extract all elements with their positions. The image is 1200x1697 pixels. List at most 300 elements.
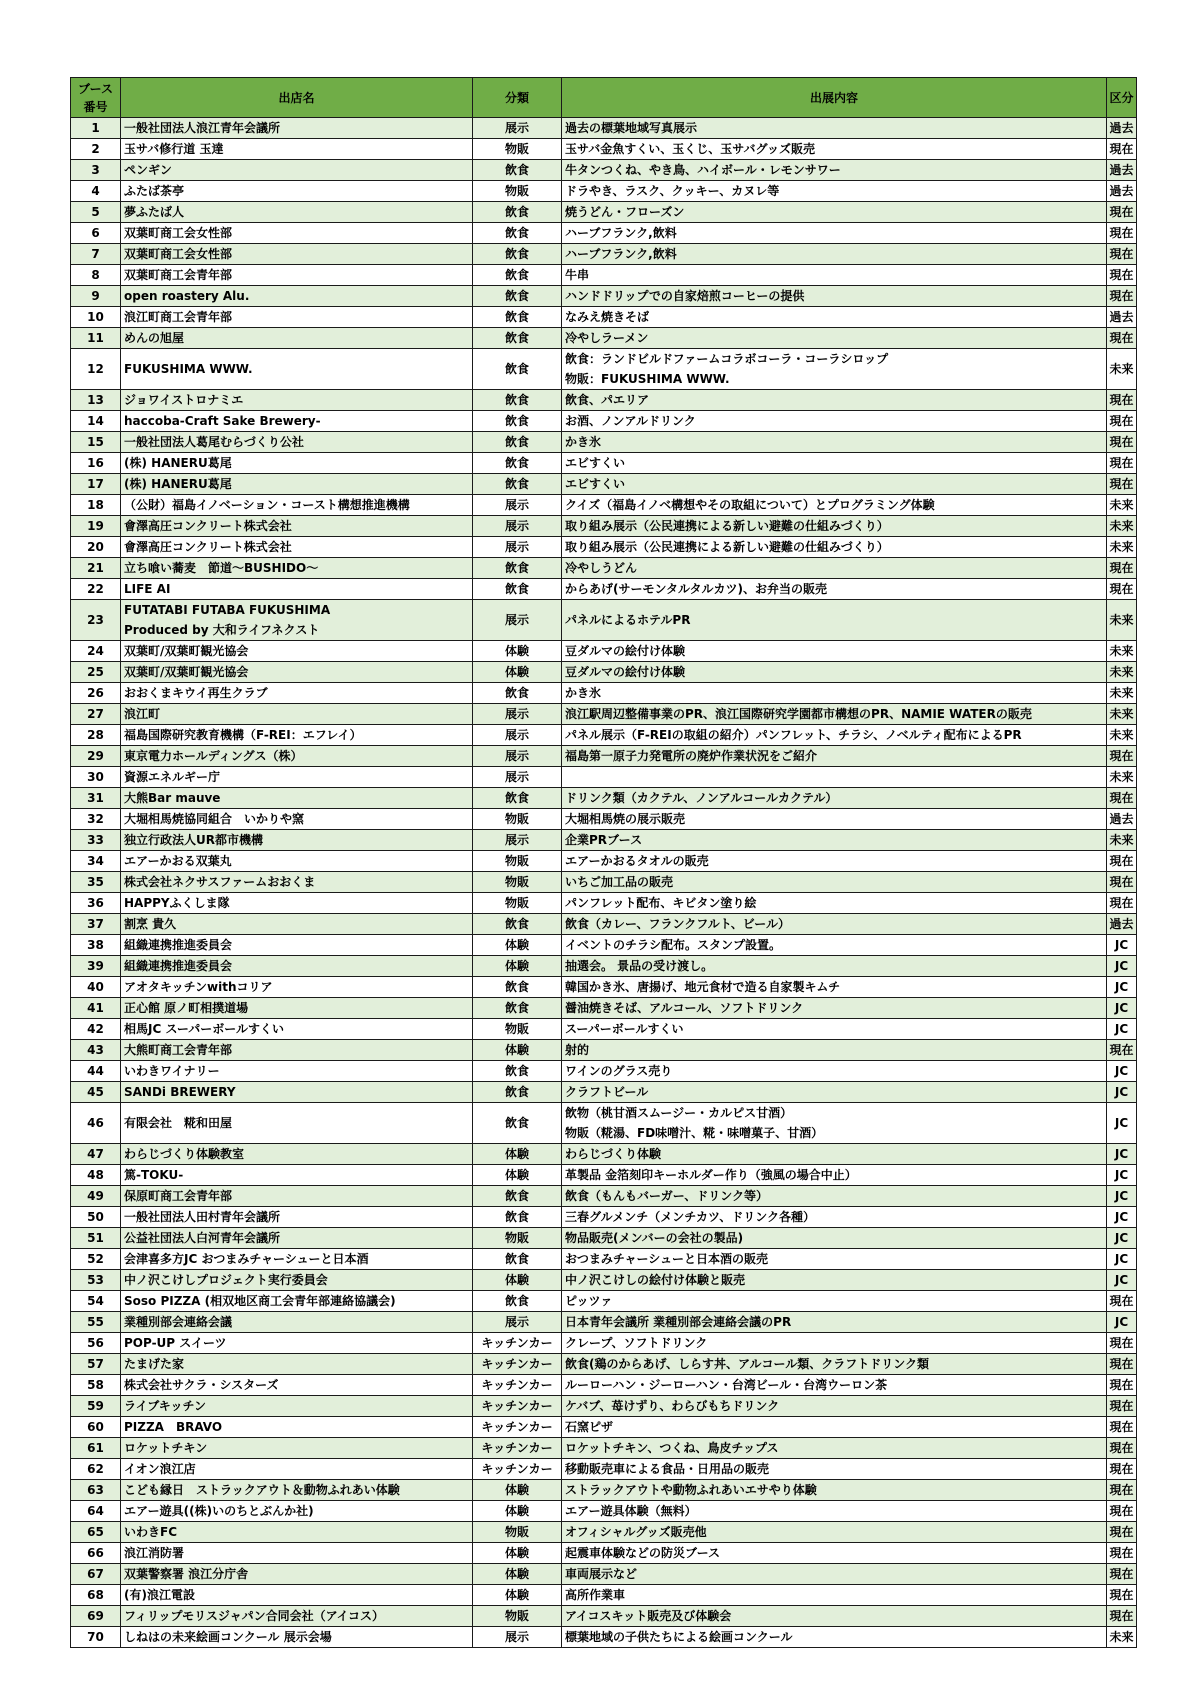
table-row <box>71 1040 1137 1061</box>
header-division: 区分 <box>1107 78 1137 118</box>
store-name-cell <box>121 893 473 914</box>
category-cell: 飲食 <box>473 977 562 998</box>
content-line: ハーブフランク,飲料 <box>565 226 677 240</box>
division-cell: 過去 <box>1107 809 1137 830</box>
category-cell: 展示 <box>473 1312 562 1333</box>
store-name-line: しねはの未来絵画コンクール 展示会場 <box>124 1630 332 1644</box>
booth-number-cell: 60 <box>71 1417 121 1438</box>
content-line: 福島第一原子力発電所の廃炉作業状況をご紹介 <box>565 749 818 763</box>
content-cell <box>562 704 1107 725</box>
content-cell <box>562 1459 1107 1480</box>
table-row <box>71 1270 1137 1291</box>
booth-number-cell: 66 <box>71 1543 121 1564</box>
division-cell: 現在 <box>1107 1480 1137 1501</box>
division-cell: 未来 <box>1107 725 1137 746</box>
store-name-cell <box>121 1186 473 1207</box>
category-cell: 体験 <box>473 1165 562 1186</box>
store-name-cell <box>121 1291 473 1312</box>
content-line: ドリンク類（カクテル、ノンアルコールカクテル） <box>565 791 838 805</box>
category-cell: キッチンカー <box>473 1354 562 1375</box>
table-row <box>71 411 1137 432</box>
content-cell <box>562 139 1107 160</box>
category-cell: 飲食 <box>473 474 562 495</box>
booth-number-cell: 11 <box>71 328 121 349</box>
store-name-line: ジョワイストロナミエ <box>124 393 244 407</box>
content-line: 物品販売(メンバーの会社の製品) <box>565 1231 744 1245</box>
table-row <box>71 1501 1137 1522</box>
content-cell <box>562 1312 1107 1333</box>
content-cell <box>562 516 1107 537</box>
content-cell <box>562 474 1107 495</box>
content-line: お酒、ノンアルドリンク <box>565 414 696 428</box>
category-cell: 体験 <box>473 1585 562 1606</box>
content-line: 物販（糀湯、FD味噌汁、糀・味噌菓子、甘酒） <box>565 1126 824 1140</box>
store-name-cell <box>121 1165 473 1186</box>
booth-number-cell: 27 <box>71 704 121 725</box>
division-cell: JC <box>1107 998 1137 1019</box>
content-line: 抽選会。 景品の受け渡し。 <box>565 959 714 973</box>
store-name-line: 組織連携推進委員会 <box>124 938 233 952</box>
division-cell: 未来 <box>1107 1627 1137 1648</box>
store-name-line: SANDi BREWERY <box>124 1085 236 1099</box>
category-cell: 物販 <box>473 181 562 202</box>
content-line: パネルによるホテルPR <box>565 613 691 627</box>
category-cell: 飲食 <box>473 788 562 809</box>
content-cell <box>562 223 1107 244</box>
store-name-line: 一般社団法人浪江青年会議所 <box>124 121 281 135</box>
category-cell: 物販 <box>473 1606 562 1627</box>
booth-number-cell: 59 <box>71 1396 121 1417</box>
table-row <box>71 872 1137 893</box>
booth-number-cell: 25 <box>71 662 121 683</box>
content-cell <box>562 265 1107 286</box>
store-name-line: ふたば茶亭 <box>124 184 185 198</box>
booth-number-cell: 10 <box>71 307 121 328</box>
store-name-cell <box>121 1061 473 1082</box>
booth-number-cell: 47 <box>71 1144 121 1165</box>
table-row <box>71 641 1137 662</box>
store-name-line: haccoba-Craft Sake Brewery- <box>124 414 321 428</box>
table-row <box>71 432 1137 453</box>
store-name-cell <box>121 935 473 956</box>
store-name-line: 双葉町商工会女性部 <box>124 247 233 261</box>
store-name-line: 双葉町/双葉町観光協会 <box>124 665 249 679</box>
category-cell: 飲食 <box>473 683 562 704</box>
category-cell: 飲食 <box>473 286 562 307</box>
store-name-cell <box>121 704 473 725</box>
content-cell <box>562 893 1107 914</box>
store-name-line: エアー遊具((株)いのちとぶんか社) <box>124 1504 314 1518</box>
division-cell: 現在 <box>1107 1564 1137 1585</box>
store-name-cell <box>121 1459 473 1480</box>
content-cell <box>562 1040 1107 1061</box>
category-cell: キッチンカー <box>473 1375 562 1396</box>
table-row <box>71 1249 1137 1270</box>
table-row <box>71 1564 1137 1585</box>
table-row <box>71 788 1137 809</box>
store-name-cell <box>121 349 473 390</box>
booth-number-cell: 24 <box>71 641 121 662</box>
category-cell: 体験 <box>473 956 562 977</box>
division-cell: 現在 <box>1107 1040 1137 1061</box>
division-cell: 現在 <box>1107 788 1137 809</box>
header-number-label: 番号 <box>83 99 108 114</box>
store-name-line: 立ち喰い蕎麦 節道～BUSHIDO～ <box>124 561 319 575</box>
content-line: 三春グルメンチ（メンチカツ、ドリンク各種） <box>565 1210 815 1224</box>
content-cell <box>562 1333 1107 1354</box>
table-row <box>71 1082 1137 1103</box>
table-row <box>71 683 1137 704</box>
store-name-cell <box>121 662 473 683</box>
content-cell <box>562 1144 1107 1165</box>
booth-number-cell: 17 <box>71 474 121 495</box>
booth-number-cell: 35 <box>71 872 121 893</box>
content-line: 高所作業車 <box>565 1588 626 1602</box>
store-name-line: （公財）福島イノベーション・コースト構想推進機構 <box>124 498 410 512</box>
header-booth-label: ブース <box>77 81 114 96</box>
header-store-name: 出店名 <box>121 78 473 118</box>
content-cell <box>562 286 1107 307</box>
category-cell: 飲食 <box>473 160 562 181</box>
booth-number-cell: 63 <box>71 1480 121 1501</box>
booth-number-cell: 40 <box>71 977 121 998</box>
division-cell: 現在 <box>1107 746 1137 767</box>
division-cell: JC <box>1107 1019 1137 1040</box>
content-line: 醤油焼きそば、アルコール、ソフトドリンク <box>565 1001 804 1015</box>
content-cell <box>562 914 1107 935</box>
exhibitor-list <box>70 77 1136 1648</box>
table-row <box>71 662 1137 683</box>
content-line: ロケットチキン、つくね、鳥皮チップス <box>565 1441 779 1455</box>
division-cell: 過去 <box>1107 914 1137 935</box>
booth-number-cell: 34 <box>71 851 121 872</box>
store-name-line: 相馬JC スーパーボールすくい <box>124 1022 285 1036</box>
category-cell: 飲食 <box>473 453 562 474</box>
content-line: 焼うどん・フローズン <box>565 205 685 219</box>
content-line: 豆ダルマの絵付け体験 <box>565 644 686 658</box>
store-name-line: 一般社団法人田村青年会議所 <box>124 1210 281 1224</box>
division-cell: 未来 <box>1107 662 1137 683</box>
table-row <box>71 453 1137 474</box>
content-line: 革製品 金箔刻印キーホルダー作り（強風の場合中止） <box>565 1168 857 1182</box>
content-line: ケバブ、苺けずり、わらびもちドリンク <box>565 1399 780 1413</box>
content-line: 移動販売車による食品・日用品の販売 <box>565 1462 770 1476</box>
table-row <box>71 495 1137 516</box>
booth-number-cell: 12 <box>71 349 121 390</box>
store-name-line: 東京電力ホールディングス（株） <box>124 749 303 763</box>
booth-number-cell: 54 <box>71 1291 121 1312</box>
table-row <box>71 746 1137 767</box>
store-name-line: 正心館 原ノ町相撲道場 <box>124 1001 249 1015</box>
store-name-cell <box>121 286 473 307</box>
store-name-cell <box>121 788 473 809</box>
store-name-line: 業種別部会連絡会議 <box>124 1315 233 1329</box>
division-cell: JC <box>1107 1312 1137 1333</box>
table-row <box>71 1144 1137 1165</box>
category-cell: キッチンカー <box>473 1417 562 1438</box>
content-cell <box>562 1606 1107 1627</box>
store-name-line: 公益社団法人白河青年会議所 <box>124 1231 281 1245</box>
booth-number-cell: 15 <box>71 432 121 453</box>
division-cell: JC <box>1107 1270 1137 1291</box>
table-row <box>71 118 1137 139</box>
category-cell: 体験 <box>473 662 562 683</box>
table-row <box>71 307 1137 328</box>
store-name-line: PIZZA BRAVO <box>124 1420 223 1434</box>
division-cell: JC <box>1107 956 1137 977</box>
store-name-cell <box>121 307 473 328</box>
store-name-cell <box>121 1501 473 1522</box>
store-name-cell <box>121 118 473 139</box>
content-line: からあげ(サーモンタルタルカツ)、お弁当の販売 <box>565 582 828 596</box>
booth-number-cell: 37 <box>71 914 121 935</box>
content-cell <box>562 1522 1107 1543</box>
content-cell <box>562 1627 1107 1648</box>
booth-number-cell: 53 <box>71 1270 121 1291</box>
store-name-cell <box>121 328 473 349</box>
booth-number-cell: 36 <box>71 893 121 914</box>
category-cell: 展示 <box>473 746 562 767</box>
content-cell <box>562 349 1107 390</box>
store-name-cell <box>121 474 473 495</box>
division-cell: 未来 <box>1107 683 1137 704</box>
category-cell: 物販 <box>473 851 562 872</box>
table-row <box>71 1207 1137 1228</box>
category-cell: 体験 <box>473 1040 562 1061</box>
content-line: クレープ、ソフトドリンク <box>565 1336 708 1350</box>
booth-number-cell: 57 <box>71 1354 121 1375</box>
division-cell: JC <box>1107 1207 1137 1228</box>
division-cell: 現在 <box>1107 1333 1137 1354</box>
booth-number-cell: 56 <box>71 1333 121 1354</box>
store-name-line: 資源エネルギー庁 <box>124 770 221 784</box>
category-cell: キッチンカー <box>473 1438 562 1459</box>
store-name-cell <box>121 914 473 935</box>
booth-number-cell: 42 <box>71 1019 121 1040</box>
booth-number-cell: 18 <box>71 495 121 516</box>
booth-number-cell: 69 <box>71 1606 121 1627</box>
category-cell: 体験 <box>473 1543 562 1564</box>
table-row <box>71 1606 1137 1627</box>
store-name-line: 大堀相馬焼協同組合 いかりや窯 <box>124 812 305 826</box>
booth-number-cell: 58 <box>71 1375 121 1396</box>
table-row <box>71 1396 1137 1417</box>
store-name-cell <box>121 244 473 265</box>
division-cell: 未来 <box>1107 641 1137 662</box>
content-cell <box>562 1019 1107 1040</box>
store-name-line: FUTATABI FUTABA FUKUSHIMA <box>124 603 331 617</box>
table-row <box>71 558 1137 579</box>
category-cell: 飲食 <box>473 349 562 390</box>
content-line: 大堀相馬焼の展示販売 <box>565 812 686 826</box>
booth-number-cell: 6 <box>71 223 121 244</box>
content-line: 浪江駅周辺整備事業のPR、浪江国際研究学園都市構想のPR、NAMIE WATERの販売 <box>565 707 1032 721</box>
booth-number-cell: 32 <box>71 809 121 830</box>
booth-number-cell: 46 <box>71 1103 121 1144</box>
store-name-cell <box>121 411 473 432</box>
store-name-line: 會澤高圧コンクリート株式会社 <box>124 519 292 533</box>
store-name-line: Produced by 大和ライフネクスト <box>124 623 320 637</box>
store-name-cell <box>121 160 473 181</box>
content-cell <box>562 1270 1107 1291</box>
content-line: 過去の標葉地域写真展示 <box>565 121 698 135</box>
content-cell <box>562 935 1107 956</box>
table-row <box>71 579 1137 600</box>
category-cell: 展示 <box>473 516 562 537</box>
content-cell <box>562 1103 1107 1144</box>
category-cell: 飲食 <box>473 1186 562 1207</box>
booth-number-cell: 68 <box>71 1585 121 1606</box>
store-name-cell <box>121 1396 473 1417</box>
booth-number-cell: 22 <box>71 579 121 600</box>
store-name-line: POP-UP スイーツ <box>124 1336 227 1350</box>
booth-number-cell: 45 <box>71 1082 121 1103</box>
table-row <box>71 181 1137 202</box>
division-cell: 現在 <box>1107 453 1137 474</box>
table-row <box>71 349 1137 390</box>
content-cell <box>562 411 1107 432</box>
content-cell <box>562 872 1107 893</box>
content-line: なみえ焼きそば <box>565 310 650 324</box>
division-cell: 現在 <box>1107 328 1137 349</box>
category-cell: 飲食 <box>473 390 562 411</box>
category-cell: 展示 <box>473 118 562 139</box>
store-name-line: いわきFC <box>124 1525 178 1539</box>
content-line: 韓国かき氷、唐揚げ、地元食材で造る自家製キムチ <box>565 980 841 994</box>
category-cell: 飲食 <box>473 244 562 265</box>
store-name-cell <box>121 1333 473 1354</box>
booth-number-cell: 48 <box>71 1165 121 1186</box>
table-row <box>71 1627 1137 1648</box>
store-name-line: open roastery Alu. <box>124 289 250 303</box>
category-cell: 物販 <box>473 1522 562 1543</box>
booth-number-cell: 1 <box>71 118 121 139</box>
division-cell: 現在 <box>1107 1396 1137 1417</box>
division-cell: 現在 <box>1107 872 1137 893</box>
table-row <box>71 1354 1137 1375</box>
booth-number-cell: 3 <box>71 160 121 181</box>
division-cell: 現在 <box>1107 1291 1137 1312</box>
table-row <box>71 160 1137 181</box>
division-cell: 現在 <box>1107 390 1137 411</box>
booth-number-cell: 31 <box>71 788 121 809</box>
content-cell <box>562 767 1107 788</box>
table-row <box>71 1291 1137 1312</box>
content-line: クラフトビール <box>565 1085 649 1099</box>
division-cell: 過去 <box>1107 181 1137 202</box>
division-cell: 現在 <box>1107 1354 1137 1375</box>
category-cell: 展示 <box>473 767 562 788</box>
booth-number-cell: 65 <box>71 1522 121 1543</box>
content-cell <box>562 390 1107 411</box>
booth-number-cell: 5 <box>71 202 121 223</box>
content-cell <box>562 662 1107 683</box>
store-name-line: 双葉警察署 浪江分庁舎 <box>124 1567 249 1581</box>
category-cell: 展示 <box>473 495 562 516</box>
content-cell <box>562 977 1107 998</box>
store-name-line: 大熊町商工会青年部 <box>124 1043 233 1057</box>
content-cell <box>562 495 1107 516</box>
store-name-line: 双葉町商工会青年部 <box>124 268 233 282</box>
store-name-cell <box>121 265 473 286</box>
content-line: ハンドドリップでの自家焙煎コーヒーの提供 <box>565 289 805 303</box>
content-line: イベントのチラシ配布。スタンプ設置。 <box>565 938 782 952</box>
content-line: 企業PRブース <box>565 833 643 847</box>
table-row <box>71 328 1137 349</box>
store-name-cell <box>121 683 473 704</box>
store-name-cell <box>121 1270 473 1291</box>
booth-number-cell: 7 <box>71 244 121 265</box>
content-cell <box>562 1061 1107 1082</box>
table-row <box>71 914 1137 935</box>
content-line: わらじづくり体験 <box>565 1147 662 1161</box>
table-row <box>71 537 1137 558</box>
content-line: いちご加工品の販売 <box>565 875 674 889</box>
store-name-cell <box>121 641 473 662</box>
content-cell <box>562 118 1107 139</box>
store-name-cell <box>121 1249 473 1270</box>
booth-number-cell: 61 <box>71 1438 121 1459</box>
content-cell <box>562 1186 1107 1207</box>
store-name-cell <box>121 600 473 641</box>
division-cell: 現在 <box>1107 139 1137 160</box>
booth-number-cell: 21 <box>71 558 121 579</box>
category-cell: キッチンカー <box>473 1396 562 1417</box>
content-line: ドラやき、ラスク、クッキー、カヌレ等 <box>565 184 780 198</box>
store-name-cell <box>121 453 473 474</box>
store-name-line: 浪江町 <box>124 707 161 721</box>
store-name-line: おおくまキウイ再生クラブ <box>124 686 268 700</box>
content-line: クイズ（福島イノベ構想やその取組について）とプログラミング体験 <box>565 498 935 512</box>
category-cell: 飲食 <box>473 432 562 453</box>
division-cell: 未来 <box>1107 767 1137 788</box>
division-cell: JC <box>1107 1186 1137 1207</box>
store-name-line: エアーかおる双葉丸 <box>124 854 232 868</box>
store-name-cell <box>121 872 473 893</box>
store-name-cell <box>121 851 473 872</box>
table-row <box>71 1417 1137 1438</box>
table-row <box>71 390 1137 411</box>
category-cell: 飲食 <box>473 558 562 579</box>
store-name-line: 有限会社 糀和田屋 <box>124 1116 233 1130</box>
booth-number-cell: 55 <box>71 1312 121 1333</box>
content-line: アイコスキット販売及び体験会 <box>565 1609 732 1623</box>
content-cell <box>562 998 1107 1019</box>
table-row <box>71 893 1137 914</box>
division-cell: 現在 <box>1107 851 1137 872</box>
category-cell: キッチンカー <box>473 1459 562 1480</box>
category-cell: 物販 <box>473 139 562 160</box>
store-name-cell <box>121 746 473 767</box>
content-cell <box>562 328 1107 349</box>
content-line: エアー遊具体験（無料） <box>565 1504 697 1518</box>
header-content: 出展内容 <box>562 78 1107 118</box>
store-name-cell <box>121 1354 473 1375</box>
content-line: 飲食（もんもバーガー、ドリンク等） <box>565 1189 769 1203</box>
content-line: 飲食、パエリア <box>565 393 650 407</box>
content-cell <box>562 1249 1107 1270</box>
store-name-line: 双葉町/双葉町観光協会 <box>124 644 249 658</box>
content-cell <box>562 1480 1107 1501</box>
store-name-line: 浪江町商工会青年部 <box>124 310 233 324</box>
table-row <box>71 830 1137 851</box>
content-cell <box>562 160 1107 181</box>
booth-number-cell: 41 <box>71 998 121 1019</box>
category-cell: 飲食 <box>473 1103 562 1144</box>
content-cell <box>562 1438 1107 1459</box>
table-row <box>71 1312 1137 1333</box>
content-line: 射的 <box>565 1043 590 1057</box>
